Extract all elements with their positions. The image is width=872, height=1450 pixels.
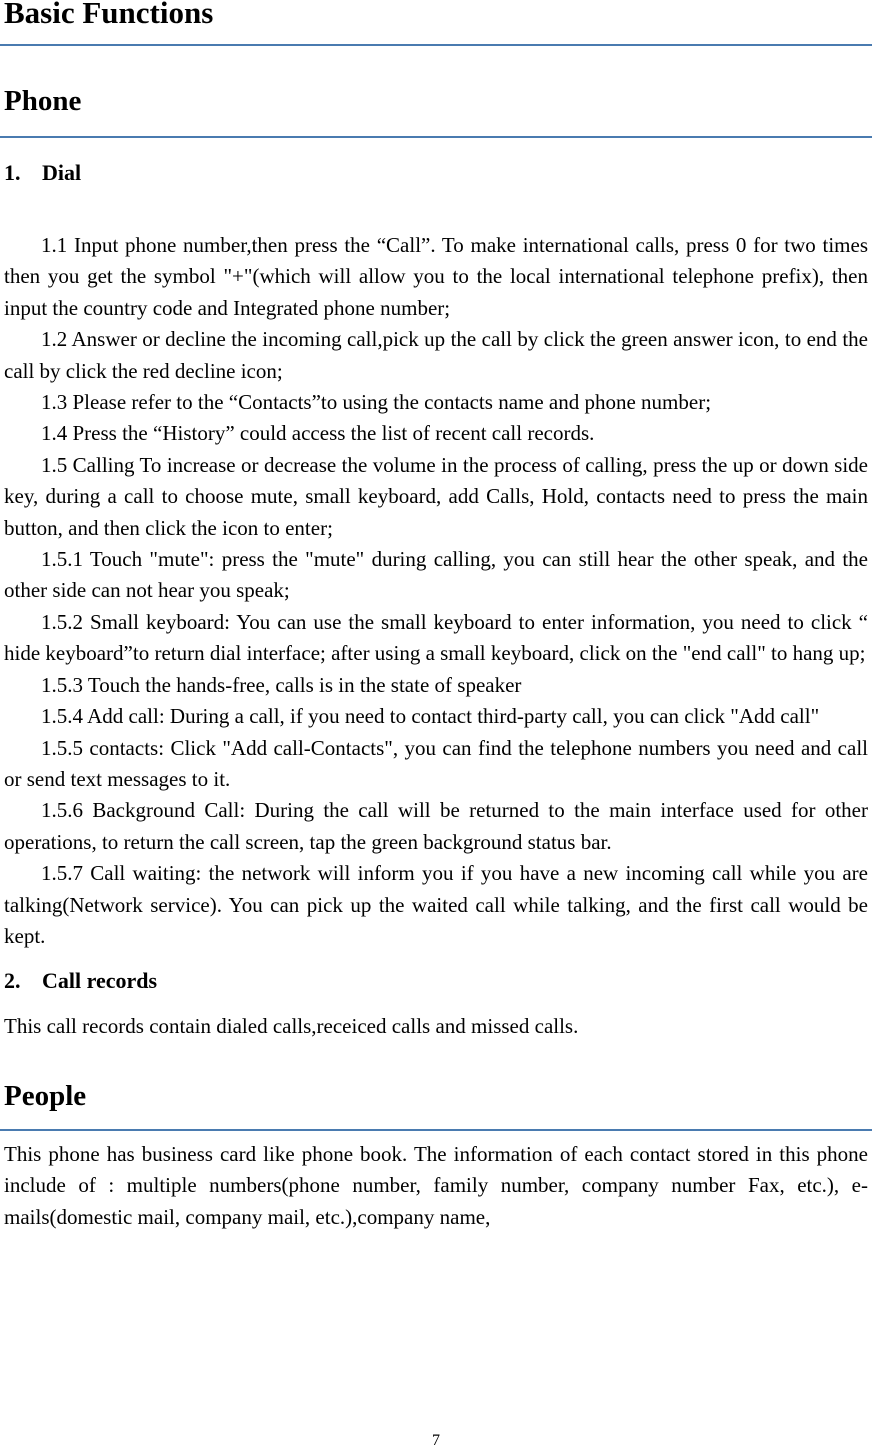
call-records-title: Call records	[42, 968, 158, 994]
paragraph-1-4: 1.4 Press the “History” could access the list of recent call records.	[41, 421, 595, 446]
page-number: 7	[432, 1432, 440, 1449]
call-records-number: 2.	[4, 968, 21, 994]
paragraph-1-3: 1.3 Please refer to the “Contacts”to using the contacts name and phone number;	[41, 390, 712, 415]
dial-number: 1.	[4, 160, 21, 185]
paragraph-1-1: 1.1 Input phone number,then press the “Call”. To make international calls, press 0 for two times then you get the symbol "+"(which will allow you to the local international telephone prefix), then input the country code and Integrated phone number;	[4, 233, 868, 320]
page-title: Basic Functions	[4, 0, 214, 30]
people-heading: People	[4, 1079, 87, 1112]
paragraph-1-5: 1.5 Calling To increase or decrease the volume in the process of calling, press the up or down side key, during a call to choose mute, small keyboard, add Calls, Hold, contacts need to press the main button, and then click the icon to enter;	[4, 452, 868, 540]
paragraph-1-5-3: 1.5.3 Touch the hands-free, calls is in the state of speaker	[41, 672, 522, 697]
paragraph-1-5-4: 1.5.4 Add call: During a call, if you need to contact third-party call, you can click "Add call"	[41, 704, 820, 729]
paragraph-1-5-1: 1.5.1 Touch "mute": press the "mute" during calling, you can still hear the other speak, and the other side can not hear you speak;	[4, 547, 868, 603]
paragraph-1-2: 1.2 Answer or decline the incoming call,pick up the call by click the green answer icon, to end the call by click the red decline icon;	[4, 327, 868, 383]
paragraph-1-5-6: 1.5.6 Background Call: During the call will be returned to the main interface used for other operations, to return the call screen, tap the green background status bar.	[4, 798, 868, 854]
people-text: This phone has business card like phone book. The information of each contact stored in this phone include of : multiple numbers(phone number, family number, company number Fax, etc.), e-mails(domestic mail, company mail, etc.),company name,	[4, 1141, 868, 1229]
phone-heading: Phone	[4, 85, 82, 117]
paragraph-1-5-2: 1.5.2 Small keyboard: You can use the small keyboard to enter information, you need to click “ hide keyboard”to return dial interface; after using a small keyboard, click on the "end call" to hang up;	[4, 609, 868, 666]
paragraph-1-5-7: 1.5.7 Call waiting: the network will inform you if you have a new incoming call while you are talking(Network service). You can pick up the waited call while talking, and the first call would be kept.	[4, 861, 868, 948]
dial-subheading	[0, 159, 872, 187]
call-records-subheading	[0, 967, 872, 995]
title-rule	[0, 44, 872, 46]
phone-rule	[0, 136, 872, 138]
dial-title: Dial	[42, 160, 82, 185]
call-records-text: This call records contain dialed calls,receiced calls and missed calls.	[4, 1014, 579, 1039]
dial-body	[0, 230, 872, 952]
paragraph-1-5-5: 1.5.5 contacts: Click "Add call-Contacts", you can find the telephone numbers you need and call or send text messages to it.	[4, 735, 868, 791]
people-rule	[0, 1129, 872, 1131]
